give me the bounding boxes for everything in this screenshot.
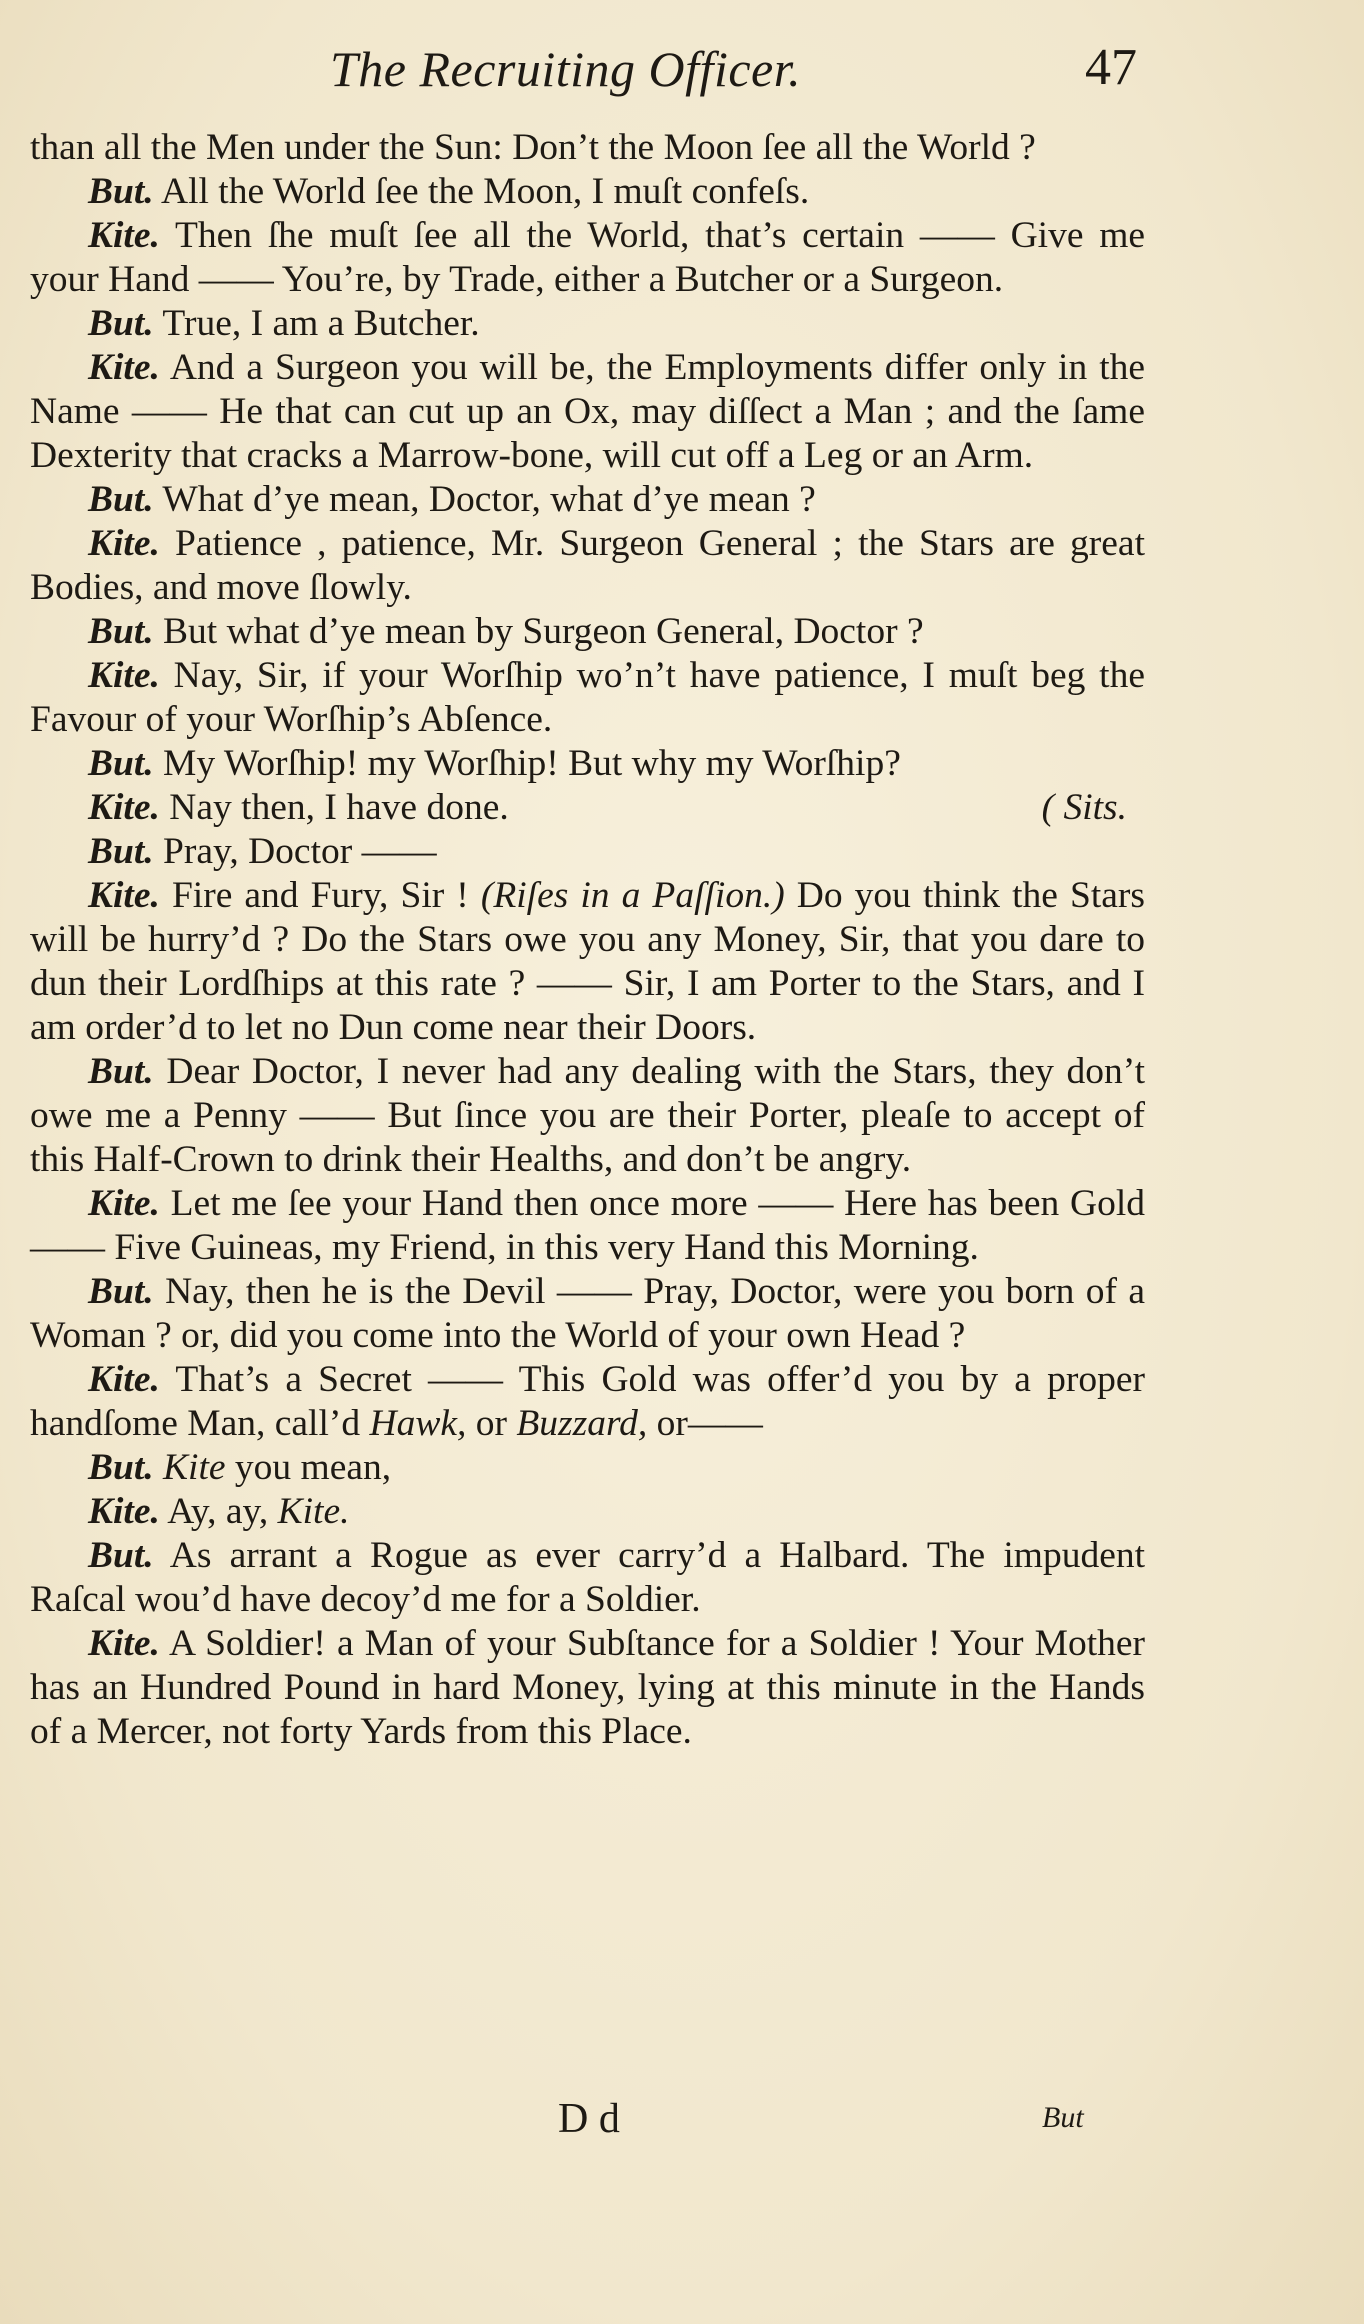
paragraph-kite (30, 786, 1145, 830)
signature-mark: D d (558, 2096, 620, 2142)
paragraph-butcher (30, 478, 1145, 522)
speaker-label: Kite. (88, 787, 160, 828)
speaker-label: But. (88, 479, 154, 520)
stage-direction: (Riſes in a Paſſion.) (480, 875, 785, 916)
speaker-label: But. (88, 1051, 154, 1092)
paragraph-text: That’s a Secret —— This Gold was offer’d you by a proper handſome Man, call’d (30, 1359, 1145, 1444)
speaker-label: Kite. (88, 1623, 160, 1664)
paragraph-text: As arrant a Rogue as ever carry’d a Halbard. The impudent Raſcal wou’d have decoy’d me for a Soldier. (30, 1535, 1146, 1620)
paragraph-text: than all the Men under the Sun: Don’t the Moon ſee all the World ? (30, 127, 1036, 168)
paragraph-text: But what d’ye mean by Surgeon General, Doctor ? (163, 611, 924, 652)
italic-name: Hawk, (369, 1403, 467, 1444)
paragraph-text: Ay, ay, (167, 1491, 278, 1532)
dialogue-text (30, 126, 1145, 1754)
stage-direction: ( Sits. (1041, 787, 1127, 828)
paragraph-text: Let me ſee your Hand then once more —— Here has been Gold —— Five Guineas, my Friend, in this very Hand this Morning. (30, 1183, 1145, 1268)
speaker-label: Kite. (88, 655, 160, 696)
speaker-label: Kite. (88, 1359, 160, 1400)
speaker-label: Kite. (88, 215, 160, 256)
paragraph-text: Dear Doctor, I never had any dealing with the Stars, they don’t owe me a Penny —— But ſince you are their Porter, pleaſe to accept of this Half-Crown to drink their Healths, and don’t be angry. (30, 1051, 1145, 1180)
paragraph-text: A Soldier! a Man of your Subſtance for a Soldier ! Your Mother has an Hundred Pound in hard Money, lying at this minute in the Hands of a Mercer, not forty Yards from this Place. (30, 1623, 1145, 1752)
paragraph-text: All the World ſee the Moon, I muſt confeſs. (160, 171, 810, 212)
paragraph-butcher (30, 1270, 1145, 1358)
speaker-label: But. (88, 303, 154, 344)
paragraph-text: True, I am a Butcher. (162, 303, 480, 344)
paragraph-kite (30, 522, 1145, 610)
paragraph-kite (30, 1358, 1145, 1446)
paragraph-text: or—— (647, 1403, 763, 1444)
speaker-label: Kite. (88, 1183, 160, 1224)
paragraph-butcher (30, 1446, 1145, 1490)
paragraph-text: you mean, (225, 1447, 392, 1488)
running-head-title: The Recruiting Officer. (330, 41, 802, 97)
paragraph-kite (30, 1490, 1145, 1534)
paragraph-kite (30, 1622, 1145, 1754)
paragraph-kite (30, 1182, 1145, 1270)
paragraph-text: Nay, then he is the Devil —— Pray, Doctor, were you born of a Woman ? or, did you come into the World of your own Head ? (30, 1271, 1146, 1356)
paragraph-kite (30, 214, 1145, 302)
paragraph-butcher (30, 610, 1145, 654)
speaker-label: But. (88, 831, 154, 872)
speaker-label: But. (88, 1271, 154, 1312)
paragraph-kite (30, 346, 1145, 478)
paragraph-butcher (30, 170, 1145, 214)
catchword: But (1042, 2101, 1084, 2134)
italic-name: Buzzard, (516, 1403, 648, 1444)
paragraph-text: or (466, 1403, 517, 1444)
paragraph-kite (30, 654, 1145, 742)
speaker-label: Kite. (88, 523, 160, 564)
paragraph-butcher (30, 1534, 1145, 1622)
speaker-label: Kite. (88, 1491, 160, 1532)
paragraph-text: Patience , patience, Mr. Surgeon General ; the Stars are great Bodies, and move ſlowly. (30, 523, 1145, 608)
speaker-label: But. (88, 171, 154, 212)
paragraph-continuation (30, 126, 1145, 170)
speaker-label: But. (88, 611, 154, 652)
italic-name: Kite. (277, 1491, 350, 1532)
speaker-label: Kite. (88, 347, 160, 388)
paragraph-text: Do you think the Stars will be hurry’d ? Do the Stars owe you any Money, Sir, that you dare to dun their Lordſhips at this rate ? —— Sir, I am Porter to the Stars, and I am order’d to let no Dun come near their Doors. (30, 875, 1145, 1048)
paragraph-butcher (30, 1050, 1145, 1182)
page-number: 47 (1085, 39, 1137, 96)
speaker-label: Kite. (88, 875, 160, 916)
paragraph-kite (30, 874, 1145, 1050)
speaker-label: But. (88, 743, 154, 784)
italic-name: Kite (163, 1447, 226, 1488)
paragraph-text: And a Surgeon you will be, the Employments differ only in the Name —— He that can cut up an Ox, may diſſect a Man ; and the ſame Dexterity that cracks a Marrow-bone, will cut off a Leg or an Arm. (30, 347, 1146, 476)
paragraph-text: Nay, Sir, if your Worſhip wo’n’t have patience, I muſt beg the Favour of your Worſhip’s Abſence. (30, 655, 1145, 740)
paragraph-text: What d’ye mean, Doctor, what d’ye mean ? (162, 479, 816, 520)
paragraph-text: Pray, Doctor —— (163, 831, 437, 872)
speaker-label: But. (88, 1535, 154, 1576)
paragraph-text: Then ſhe muſt ſee all the World, that’s certain —— Give me your Hand —— You’re, by Trade, either a Butcher or a Surgeon. (30, 215, 1146, 300)
paragraph-butcher (30, 830, 1145, 874)
paragraph-butcher (30, 742, 1145, 786)
paragraph-text: Fire and Fury, Sir ! (171, 875, 481, 916)
paragraph-butcher (30, 302, 1145, 346)
paragraph-text: My Worſhip! my Worſhip! But why my Worſhip? (163, 743, 901, 784)
speaker-label: But. (88, 1447, 154, 1488)
paragraph-text: Nay then, I have done. (169, 787, 509, 828)
